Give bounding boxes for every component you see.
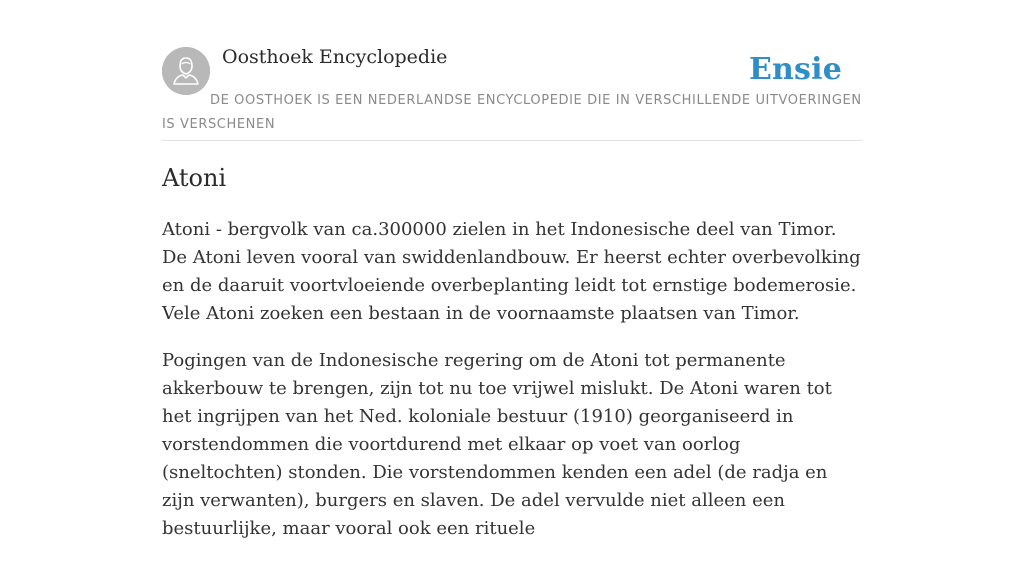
article-body (162, 216, 864, 562)
user-icon (162, 47, 210, 95)
article-title: Atoni (162, 164, 227, 192)
brand-logo-link[interactable]: Ensie (748, 52, 842, 87)
site-description: DE OOSTHOEK IS EEN NEDERLANDSE ENCYCLOPEDIE DIE IN VERSCHILLENDE UITVOERINGEN IS VERSCHENEN (162, 93, 862, 132)
page-container (162, 0, 862, 539)
avatar[interactable] (162, 47, 210, 95)
site-name-link[interactable]: Oosthoek Encyclopedie (222, 46, 448, 68)
article-paragraph: Pogingen van de Indonesische regering om de Atoni tot permanente akkerbouw te brengen, zijn tot nu toe vrijwel mislukt. De Atoni waren tot het ingrijpen van het Ned. koloniale bestuur (1910) georganiseerd in vorstendommen die voortdurend met elkaar op voet van oorlog (sneltochten) stonden. Die vorstendommen kenden een adel (de radja en zijn verwanten), burgers en slaven. De adel vervulde niet alleen een bestuurlijke, maar vooral ook een rituele (162, 350, 832, 539)
article-paragraph: Atoni - bergvolk van ca.300000 zielen in het Indonesische deel van Timor. De Atoni leven vooral van swiddenlandbouw. Er heerst echter overbevolking en de daaruit voortvloeiende overbeplanting leidt tot ernstige bodemerosie. Vele Atoni zoeken een bestaan in de voornaamste plaatsen van Timor. (162, 219, 861, 324)
site-header (162, 0, 862, 141)
